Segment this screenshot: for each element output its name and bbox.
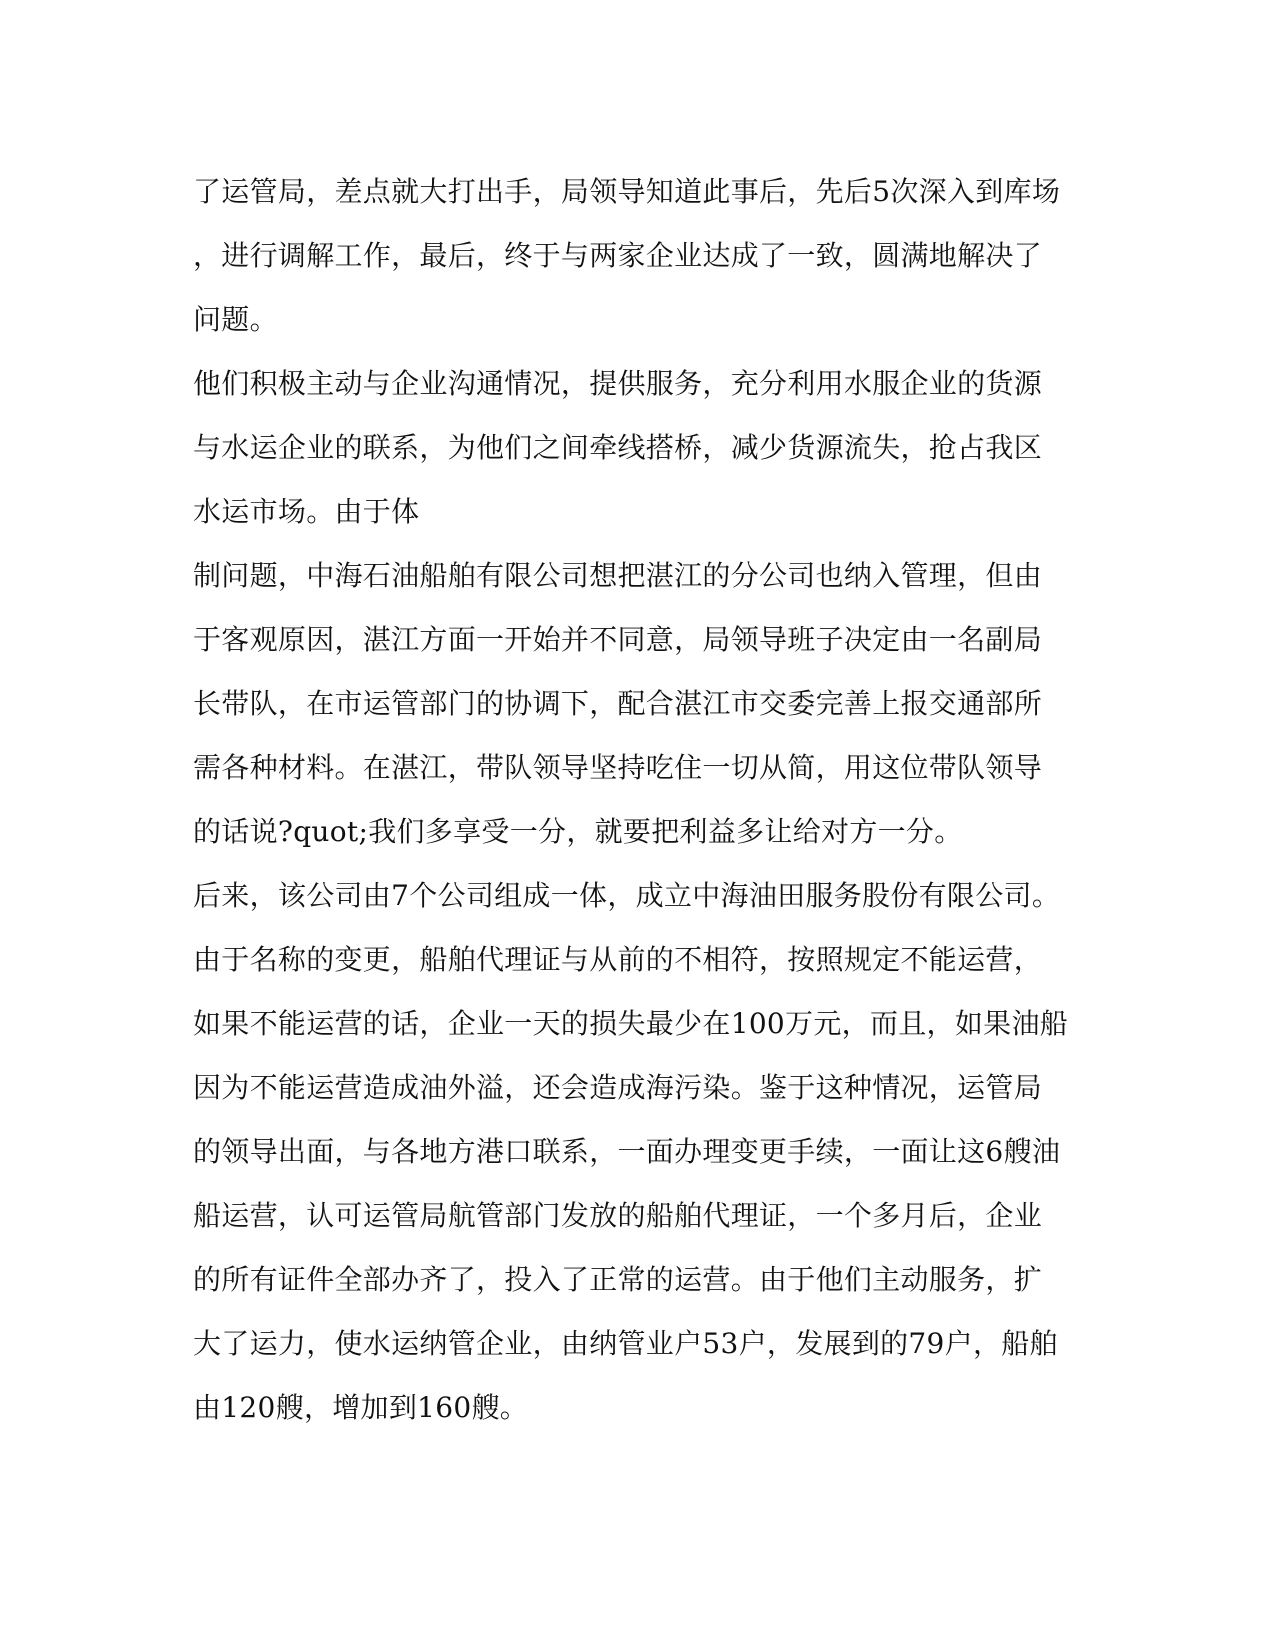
- text-line: 水运市场。由于体: [193, 495, 420, 528]
- text-line: 的领导出面，与各地方港口联系，一面办理变更手续，一面让这6艘油: [193, 1135, 1061, 1168]
- text-line: 大了运力，使水运纳管企业，由纳管业户53户，发展到的79户，船舶: [193, 1327, 1058, 1360]
- text-line: 船运营，认可运管局航管部门发放的船舶代理证，一个多月后，企业: [193, 1199, 1043, 1232]
- text-line: 长带队，在市运管部门的协调下，配合湛江市交委完善上报交通部所: [193, 687, 1043, 720]
- text-line: 他们积极主动与企业沟通情况，提供服务，充分利用水服企业的货源: [193, 367, 1043, 400]
- text-line: 需各种材料。在湛江，带队领导坚持吃住一切从简，用这位带队领导: [193, 751, 1043, 784]
- text-line: 如果不能运营的话，企业一天的损失最少在100万元，而且，如果油船: [193, 1007, 1069, 1040]
- text-line: 了运管局，差点就大打出手，局领导知道此事后，先后5次深入到库场: [193, 175, 1061, 208]
- text-line: 的所有证件全部办齐了，投入了正常的运营。由于他们主动服务，扩: [193, 1263, 1043, 1296]
- text-line: 后来，该公司由7个公司组成一体，成立中海油田服务股份有限公司。: [193, 879, 1061, 912]
- text-line: 的话说?quot;我们多享受一分，就要把利益多让给对方一分。: [193, 815, 963, 848]
- text-line: 由120艘，增加到160艘。: [193, 1391, 529, 1424]
- text-line: 于客观原因，湛江方面一开始并不同意，局领导班子决定由一名副局: [193, 623, 1043, 656]
- text-line: 制问题，中海石油船舶有限公司想把湛江的分公司也纳入管理，但由: [193, 559, 1043, 592]
- text-line: 因为不能运营造成油外溢，还会造成海污染。鉴于这种情况，运管局: [193, 1071, 1043, 1104]
- text-line: 问题。: [193, 303, 278, 336]
- text-line: 由于名称的变更，船舶代理证与从前的不相符，按照规定不能运营，: [193, 943, 1043, 976]
- text-line: 与水运企业的联系，为他们之间牵线搭桥，减少货源流失，抢占我区: [193, 431, 1043, 464]
- text-line: ，进行调解工作，最后，终于与两家企业达成了一致，圆满地解决了: [193, 239, 1043, 272]
